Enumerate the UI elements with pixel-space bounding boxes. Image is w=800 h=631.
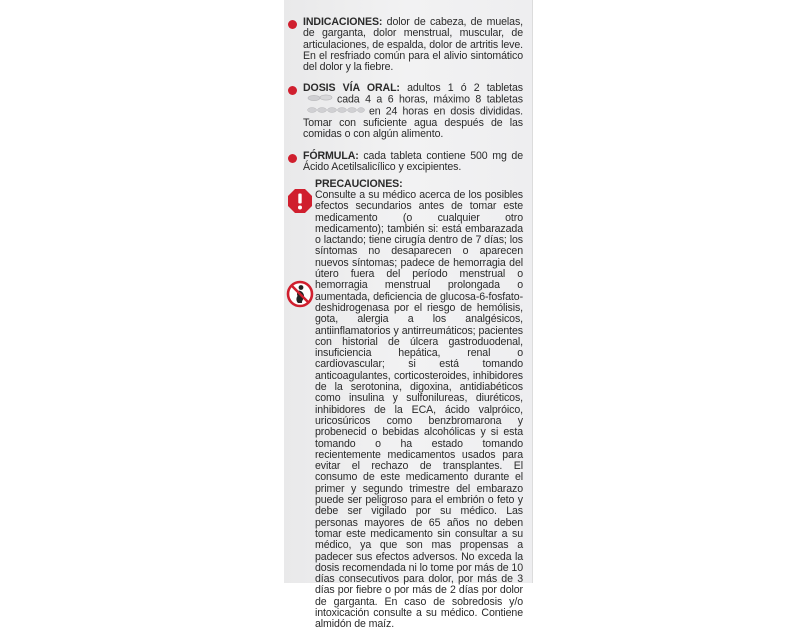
tablet-pair-icon (307, 94, 333, 105)
tablet-row-icon (307, 106, 365, 117)
dosis-text-a: adultos 1 ó 2 tabletas (399, 82, 523, 94)
warning-octagon-icon (287, 188, 313, 219)
bullet-dot-icon (288, 20, 297, 29)
formula-heading: FÓRMULA: (303, 150, 359, 162)
precauciones-text: Consulte a su médico acerca de los posibles efectos secundarios antes de tomar este medicamento (o cualquier otro medicamento); también si: está embarazada o lactando; tiene cirugía dentro de 7 días; los síntomas no desaparecen o aparecen nuevos síntomas; padece de hemorragia del útero fuera del período menstrual o hemorragia menstrual prolongada o aumentada, deficiencia de glucosa-6-fosfato-deshidrogenasa por el riesgo de hemólisis, gota, alergia a los analgésicos, antiinflamatorios y antirreumáticos; pacientes con historial de úlcera gastroduodenal, insuficiencia hepática, renal o cardiovascular; si está tomando anticoagulantes, corticosteroides, inhibidores de la serotonina, digoxina, antidiabéticos como insulina y sulfonilureas, diuréticos, inhibidores de la ECA, ácido valpróico, uricosúricos como benzbromarona y probenecid o bebidas alcohólicas y si esta tomando o ha estado tomando recientemente medicamentos usados para evitar el rechazo de transplantes. El consumo de este medicamento durante el primer y segundo trimestre del embarazo puede ser peligroso para el embrión o feto y debe ser vigilado por su médico. Las personas mayores de 65 años no deben tomar este medicamento sin consultar a su médico, ya que son mas propensas a padecer sus efectos adversos. No exceda la dosis recomendada ni lo tome por más de 10 días consecutivos para dolor, por más de 3 días por fiebre o por más de 2 días por dolor de garganta. En caso de sobredosis y/o intoxicación consulte a su médico. Contiene almidón de maíz. (315, 189, 523, 631)
formula-text: cada tableta contiene 500 mg de Ácido Acetilsalicílico y excipientes. (303, 150, 523, 174)
bullet-dot-icon (288, 86, 297, 95)
dosis-heading: DOSIS VÍA ORAL: (303, 82, 400, 94)
precauciones-heading: PRECAUCIONES: (315, 178, 403, 190)
package-panel (284, 0, 532, 631)
indicaciones-heading: INDICACIONES: (303, 16, 383, 28)
dosis-text-c: en 24 horas en dosis divididas. Tomar con suficiente agua después de las comidas o con algún alimento. (303, 105, 523, 141)
formula-paragraph (303, 151, 523, 174)
indicaciones-text: dolor de cabeza, de muelas, de garganta, dolor menstrual, muscular, de articulaciones, de espalda, dolor de artritis leve. En el resfriado común para el alivio sintomático del dolor y la fiebre. (303, 16, 523, 74)
bullet-dot-icon (288, 154, 297, 163)
dosis-text-b: cada 4 a 6 horas, máximo 8 tabletas (337, 93, 523, 106)
indicaciones-paragraph (303, 17, 523, 73)
no-pregnancy-icon (286, 280, 314, 313)
dosis-paragraph (303, 83, 523, 140)
